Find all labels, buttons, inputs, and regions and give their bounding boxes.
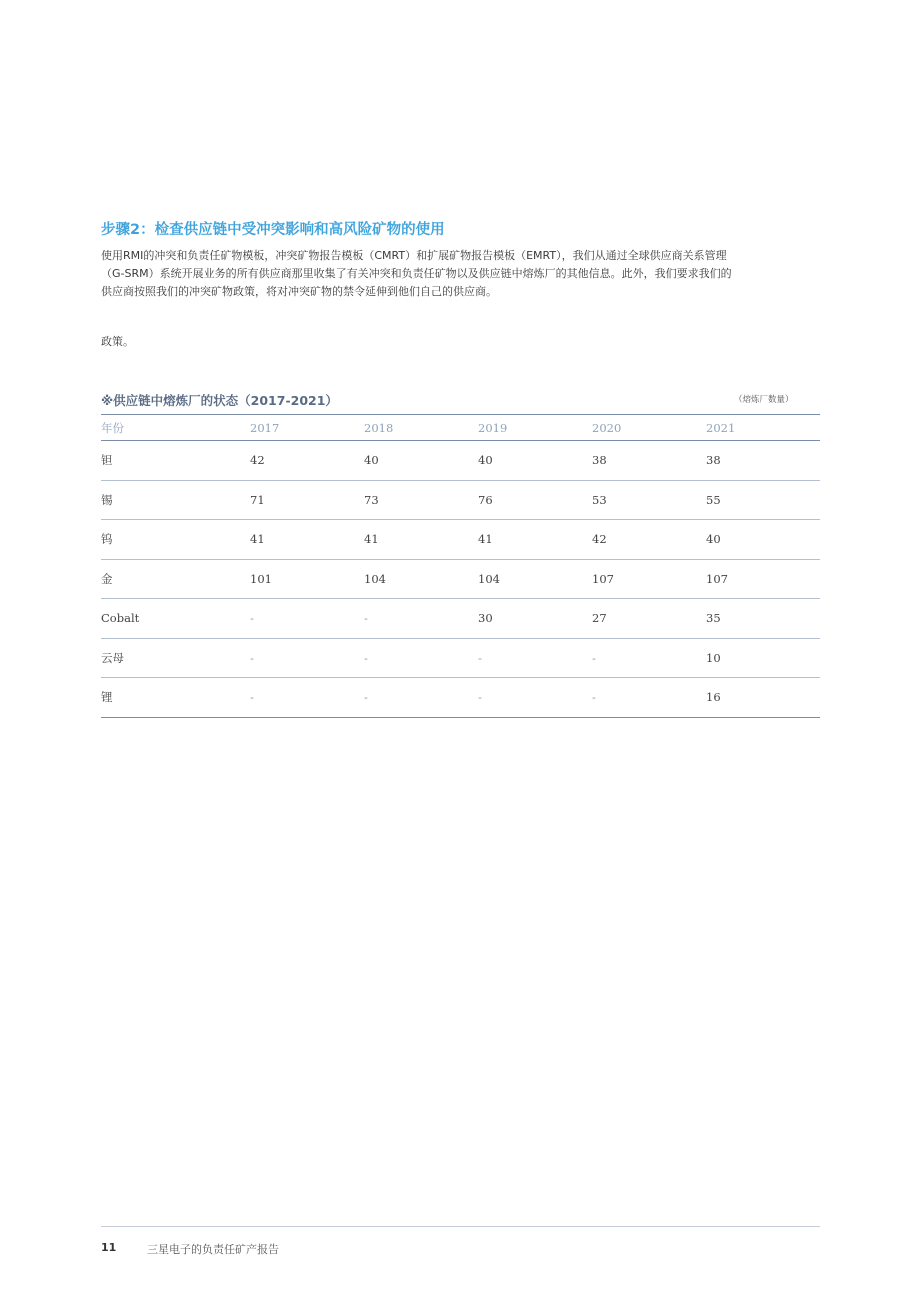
table-title: ※供应链中熔炼厂的状态（2017-2021）	[101, 393, 338, 408]
table-cell: -	[250, 638, 364, 678]
table-cell: -	[478, 690, 482, 705]
table-row	[101, 441, 820, 481]
table-cell: 53	[592, 480, 706, 520]
section-paragraph	[101, 247, 821, 301]
header-2017: 2017	[250, 415, 364, 441]
table-cell: 104	[478, 559, 592, 599]
table-cell: 42	[592, 520, 706, 560]
policy-note: 政策。	[101, 335, 134, 348]
table-cell: 38	[592, 441, 706, 481]
table-cell: 107	[592, 559, 706, 599]
table-cell: -	[364, 690, 368, 705]
table-cell: 104	[364, 559, 478, 599]
table-cell: 40	[364, 441, 478, 481]
table-cell: 27	[592, 599, 706, 639]
header-year-label: 年份	[101, 415, 250, 441]
table-cell: 55	[706, 480, 820, 520]
table-cell: -	[364, 638, 478, 678]
table-cell: 42	[250, 441, 364, 481]
mineral-name: 金	[101, 559, 250, 599]
report-title: 三星电子的负责任矿产报告	[147, 1243, 279, 1256]
table-row	[101, 599, 820, 639]
table-cell: 71	[250, 480, 364, 520]
paragraph-line: （G-SRM）系统开展业务的所有供应商那里收集了有关冲突和负责任矿物以及供应链中熔炼厂的其他信息。此外，我们要求我们的	[101, 267, 732, 280]
table-cell: 38	[706, 441, 820, 481]
table-cell: 107	[706, 559, 820, 599]
table-cell: 35	[706, 599, 820, 639]
table-row	[101, 638, 820, 678]
table-cell: 76	[478, 480, 592, 520]
mineral-name: 钽	[101, 441, 250, 481]
table-row	[101, 520, 820, 560]
table-cell: -	[250, 690, 254, 705]
mineral-name: 锡	[101, 480, 250, 520]
header-2018: 2018	[364, 415, 478, 441]
table-cell: 40	[478, 441, 592, 481]
table-row	[101, 678, 820, 718]
page-number: 11	[101, 1241, 117, 1254]
table-cell: 101	[250, 559, 364, 599]
table-cell: 16	[706, 690, 721, 705]
table-cell: -	[250, 599, 364, 639]
table-cell: 30	[478, 599, 592, 639]
table-row	[101, 480, 820, 520]
paragraph-line: 供应商按照我们的冲突矿物政策，将对冲突矿物的禁令延伸到他们自己的供应商。	[101, 285, 497, 298]
mineral-name: 钨	[101, 520, 250, 560]
smelter-status-table	[101, 414, 820, 718]
section-heading: 步骤2：检查供应链中受冲突影响和高风险矿物的使用	[101, 222, 445, 238]
mineral-name: 云母	[101, 638, 250, 678]
table-cell: -	[592, 690, 596, 705]
mineral-name: 锂	[101, 690, 113, 705]
table-cell: -	[592, 638, 706, 678]
header-2021: 2021	[706, 415, 820, 441]
footer-divider	[101, 1226, 820, 1227]
paragraph-line: 使用RMI的冲突和负责任矿物模板，冲突矿物报告模板（CMRT）和扩展矿物报告模板（EMRT），我们从通过全球供应商关系管理	[101, 249, 727, 262]
header-2020: 2020	[592, 415, 706, 441]
table-cell: -	[478, 638, 592, 678]
table-unit: （熔炼厂数量）	[734, 395, 794, 405]
table-cell: 41	[364, 520, 478, 560]
header-2019: 2019	[478, 415, 592, 441]
table-cell: 73	[364, 480, 478, 520]
table-cell: 10	[706, 638, 820, 678]
table-cell: 40	[706, 520, 820, 560]
table-cell: 41	[478, 520, 592, 560]
table-cell: 41	[250, 520, 364, 560]
mineral-name: Cobalt	[101, 599, 250, 639]
table-row	[101, 559, 820, 599]
table-cell: -	[364, 599, 478, 639]
table-header-row	[101, 415, 820, 441]
